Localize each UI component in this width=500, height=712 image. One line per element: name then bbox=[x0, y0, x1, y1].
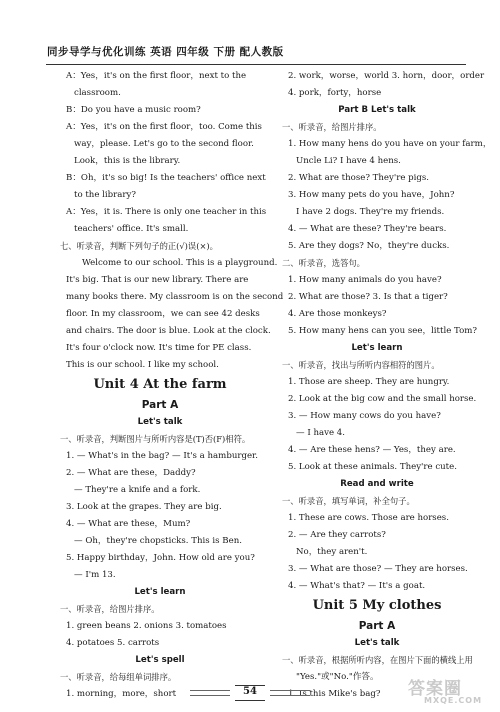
text-line: B：Do you have a music room? bbox=[66, 105, 201, 115]
text-line: 2. work，worse，world 3. horn，door，order bbox=[288, 71, 485, 81]
text-line: 3. — What are those? — They are horses. bbox=[288, 564, 468, 574]
text-line: 4. potatoes 5. carrots bbox=[66, 638, 160, 648]
left-column bbox=[60, 68, 284, 703]
text-line: 4. Are those monkeys? bbox=[288, 309, 387, 319]
text-line: way，please. Let's go to the second floor. bbox=[74, 139, 254, 149]
text-line: B：Oh，it's so big! Is the teachers' office next bbox=[66, 173, 266, 183]
exercise-instruction: 一、听录音，给图片排序。 bbox=[60, 604, 160, 614]
text-line: Welcome to our school. This is a playground. bbox=[82, 258, 278, 268]
text-line: 5. How many hens can you see，little Tom? bbox=[288, 326, 478, 336]
exercise-instruction: 二、听录音，选答句。 bbox=[282, 258, 365, 268]
section-heading: Let's talk bbox=[354, 638, 400, 648]
watermark-logo bbox=[408, 674, 490, 708]
exercise-instruction: 一、听录音，根据所听内容，在图片下面的横线上用 bbox=[282, 655, 473, 665]
text-line: 2. — What are these，Daddy? bbox=[66, 468, 196, 478]
text-line: 5. Are they dogs? No，they're ducks. bbox=[288, 241, 450, 251]
page-number-ornament-left bbox=[190, 690, 230, 696]
text-line: 2. What are those? They're pigs. bbox=[288, 173, 430, 183]
text-line: 1. How many animals do you have? bbox=[288, 275, 442, 285]
text-line: — Oh，they're chopsticks. This is Ben. bbox=[74, 536, 242, 546]
text-line: 3. Look at the grapes. They are big. bbox=[66, 502, 222, 512]
watermark-url: MXQE.COM bbox=[424, 696, 483, 705]
unit-title: Unit 5 My clothes bbox=[312, 598, 442, 613]
text-line: 3. How many pets do you have，John? bbox=[288, 190, 455, 200]
part-title: Part A bbox=[358, 620, 396, 632]
text-line: 1. These are cows. Those are horses. bbox=[288, 513, 449, 523]
right-column bbox=[282, 68, 492, 703]
text-line: floor. In my classroom，we can see 42 desks bbox=[66, 309, 260, 319]
section-heading: Let's learn bbox=[351, 343, 403, 353]
section-heading: Read and write bbox=[340, 479, 414, 489]
text-line: to the library? bbox=[74, 190, 136, 200]
text-line: 2. What are those? 3. Is that a tiger? bbox=[288, 292, 448, 302]
text-line: 2. Look at the big cow and the small horse. bbox=[288, 394, 477, 404]
text-line: No，they aren't. bbox=[296, 547, 368, 557]
part-title: Part A bbox=[141, 399, 179, 411]
text-line: — I'm 13. bbox=[74, 570, 116, 580]
section-heading: Let's learn bbox=[134, 587, 186, 597]
exercise-instruction: 七、听录音，判断下列句子的正(√)误(×)。 bbox=[60, 241, 218, 251]
text-line: Uncle Li? I have 4 hens. bbox=[296, 156, 401, 166]
section-heading: Part B Let's talk bbox=[338, 105, 416, 115]
exercise-instruction: 一、听录音，判断图片与所听内容是(T)否(F)相符。 bbox=[60, 434, 251, 444]
text-line: 4. — What are these，Mum? bbox=[66, 519, 191, 529]
text-line: This is our school. I like my school. bbox=[66, 360, 219, 370]
text-line: classroom. bbox=[74, 88, 121, 98]
header-title: 同步导学与优化训练 英语 四年级 下册 配人教版 bbox=[47, 46, 284, 58]
text-line: 1. green beans 2. onions 3. tomatoes bbox=[66, 621, 227, 631]
text-line: "Yes."或"No."作答。 bbox=[296, 672, 379, 682]
text-line: 2. — Are they carrots? bbox=[288, 530, 386, 540]
watermark-text: 答案圈 bbox=[408, 679, 462, 699]
page-header bbox=[0, 44, 500, 62]
text-line: many books there. My classroom is on the second bbox=[66, 292, 284, 302]
text-line: Look，this is the library. bbox=[74, 156, 181, 166]
text-line: — I have 4. bbox=[296, 428, 345, 438]
exercise-instruction: 一、听录音，给图片排序。 bbox=[282, 122, 382, 132]
text-line: — They're a knife and a fork. bbox=[74, 485, 201, 495]
exercise-instruction: 一、听录音，填写单词，补全句子。 bbox=[282, 496, 415, 506]
text-line: 1. Is this Mike's bag? bbox=[288, 689, 381, 699]
text-line: It's big. That is our new library. There are bbox=[66, 275, 249, 285]
text-line: 5. Happy birthday，John. How old are you? bbox=[66, 553, 255, 563]
text-line: I have 2 dogs. They're my friends. bbox=[296, 207, 445, 217]
page-number-ornament-right bbox=[270, 690, 310, 696]
page-number: 54 bbox=[235, 685, 265, 701]
unit-title: Unit 4 At the farm bbox=[93, 377, 227, 392]
section-heading: Let's spell bbox=[135, 655, 185, 665]
text-line: 4. — Are these hens? — Yes，they are. bbox=[288, 445, 456, 455]
text-line: 3. — How many cows do you have? bbox=[288, 411, 441, 421]
text-line: 1. Those are sheep. They are hungry. bbox=[288, 377, 450, 387]
text-line: A：Yes，it's on the first floor，too. Come this bbox=[66, 122, 262, 132]
text-line: A：Yes，it's on the first floor，next to the bbox=[66, 71, 247, 81]
section-heading: Let's talk bbox=[137, 417, 183, 427]
text-line: 1. — What's in the bag? — It's a hamburger. bbox=[66, 451, 258, 461]
text-line: 1. How many hens do you have on your farm， bbox=[288, 139, 492, 149]
text-line: A：Yes，it is. There is only one teacher in this bbox=[66, 207, 267, 217]
exercise-instruction: 一、听录音，给每组单词排序。 bbox=[60, 672, 177, 682]
exercise-instruction: 一、听录音，找出与所听内容相符的图片。 bbox=[282, 360, 440, 370]
text-line: 1. morning，more，short bbox=[66, 689, 177, 699]
text-line: and chairs. The door is blue. Look at the clock. bbox=[66, 326, 271, 336]
text-line: 4. — What are these? They're bears. bbox=[288, 224, 447, 234]
text-line: 4. — What's that? — It's a goat. bbox=[288, 581, 426, 591]
text-line: It's four o'clock now. It's time for PE class. bbox=[66, 343, 252, 353]
text-line: 4. pork，forty，horse bbox=[288, 88, 382, 98]
text-line: 5. Look at these animals. They're cute. bbox=[288, 462, 457, 472]
text-line: teachers' office. It's small. bbox=[74, 224, 189, 234]
header-rule bbox=[46, 64, 466, 65]
